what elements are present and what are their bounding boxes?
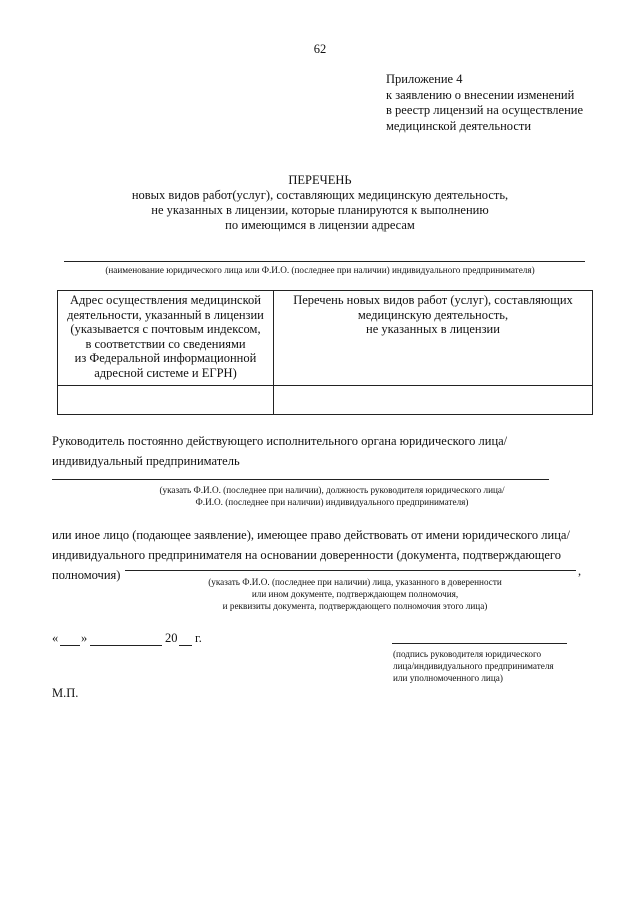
- header-text: адресной системе и ЕГРН): [94, 365, 237, 380]
- header-text: медицинскую деятельность,: [357, 307, 509, 322]
- date-month-field[interactable]: [90, 645, 162, 646]
- header-text: (указывается с почтовым индексом,: [70, 322, 261, 337]
- date-year-field[interactable]: [179, 645, 192, 646]
- date-year-suffix: г.: [195, 631, 202, 645]
- header-text: из Федеральной информационной: [74, 351, 257, 366]
- address-cell[interactable]: [58, 385, 274, 414]
- head-line: Руководитель постоянно действующего исполнительного органа юридического лица/: [52, 434, 508, 448]
- org-name-hint: (наименование юридического лица или Ф.И.О. (последнее при наличии) индивидуального предпринимателя): [105, 265, 535, 275]
- hint-line: лица/индивидуального предпринимателя: [393, 661, 554, 671]
- stamp-place: М.П.: [52, 686, 79, 700]
- title-heading: ПЕРЕЧЕНЬ: [288, 173, 352, 187]
- table-row: [58, 385, 593, 414]
- hint-line: (указать Ф.И.О. (последнее при наличии) лица, указанного в доверенности: [208, 577, 502, 587]
- address-column-header: [58, 291, 274, 386]
- hint-line: Ф.И.О. (последнее при наличии) индивидуального предпринимателя): [195, 497, 469, 507]
- appendix-line: Приложение 4: [386, 72, 463, 86]
- hint-line: (подпись руководителя юридического: [393, 649, 542, 659]
- hint-line: и реквизиты документа, подтверждающего полномочия этого лица): [222, 601, 488, 611]
- appendix-line: медицинской деятельности: [386, 118, 532, 133]
- date-year-prefix: 20: [165, 631, 178, 645]
- services-column-header: [274, 291, 593, 386]
- services-table: [57, 290, 593, 415]
- title-line: не указанных в лицензии, которые планируются к выполнению: [151, 203, 489, 217]
- header-text: не указанных в лицензии: [366, 322, 500, 337]
- other-line: индивидуального предпринимателя на основании доверенности (документа, подтверждающего: [52, 548, 561, 562]
- services-cell[interactable]: [274, 385, 593, 414]
- appendix-line: к заявлению о внесении изменений: [386, 87, 575, 102]
- hint-line: (указать Ф.И.О. (последнее при наличии), должность руководителя юридического лица/: [159, 485, 505, 495]
- date-day-field[interactable]: [60, 645, 80, 646]
- title-line: новых видов работ(услуг), составляющих медицинскую деятельность,: [131, 188, 509, 202]
- header-text: Перечень новых видов работ (услуг), составляющих: [293, 293, 573, 307]
- header-text: Адрес осуществления медицинской: [70, 293, 261, 307]
- appendix-line: в реестр лицензий на осуществление: [386, 103, 584, 117]
- signature-line[interactable]: [392, 643, 567, 644]
- date-close-quote: »: [81, 631, 88, 645]
- appendix-note: [386, 72, 583, 134]
- other-line: или иное лицо (подающее заявление), имеющее право действовать от имени юридического лица/: [52, 528, 570, 542]
- head-line: индивидуальный предприниматель: [52, 454, 240, 468]
- org-name-line[interactable]: [64, 261, 585, 262]
- head-name-line[interactable]: [52, 479, 549, 480]
- table-header-row: [58, 291, 593, 386]
- header-text: в соответствии со сведениями: [85, 336, 246, 351]
- head-hint: [52, 484, 612, 508]
- hint-line: или ином документе, подтверждающем полномочия,: [251, 589, 459, 599]
- header-text: деятельности, указанный в лицензии: [67, 307, 264, 322]
- signature-hint: [393, 648, 554, 684]
- other-line: полномочия): [52, 568, 121, 582]
- hint-line: или уполномоченного лица): [393, 673, 503, 683]
- comma: ,: [578, 564, 582, 578]
- other-hint: [120, 576, 590, 612]
- document-title: [0, 173, 640, 233]
- authorized-person-line[interactable]: [125, 570, 576, 571]
- title-line: по имеющимся в лицензии адресам: [225, 218, 415, 232]
- page-number: 62: [313, 42, 327, 56]
- head-section: [52, 431, 612, 471]
- date-open-quote: «: [52, 631, 59, 645]
